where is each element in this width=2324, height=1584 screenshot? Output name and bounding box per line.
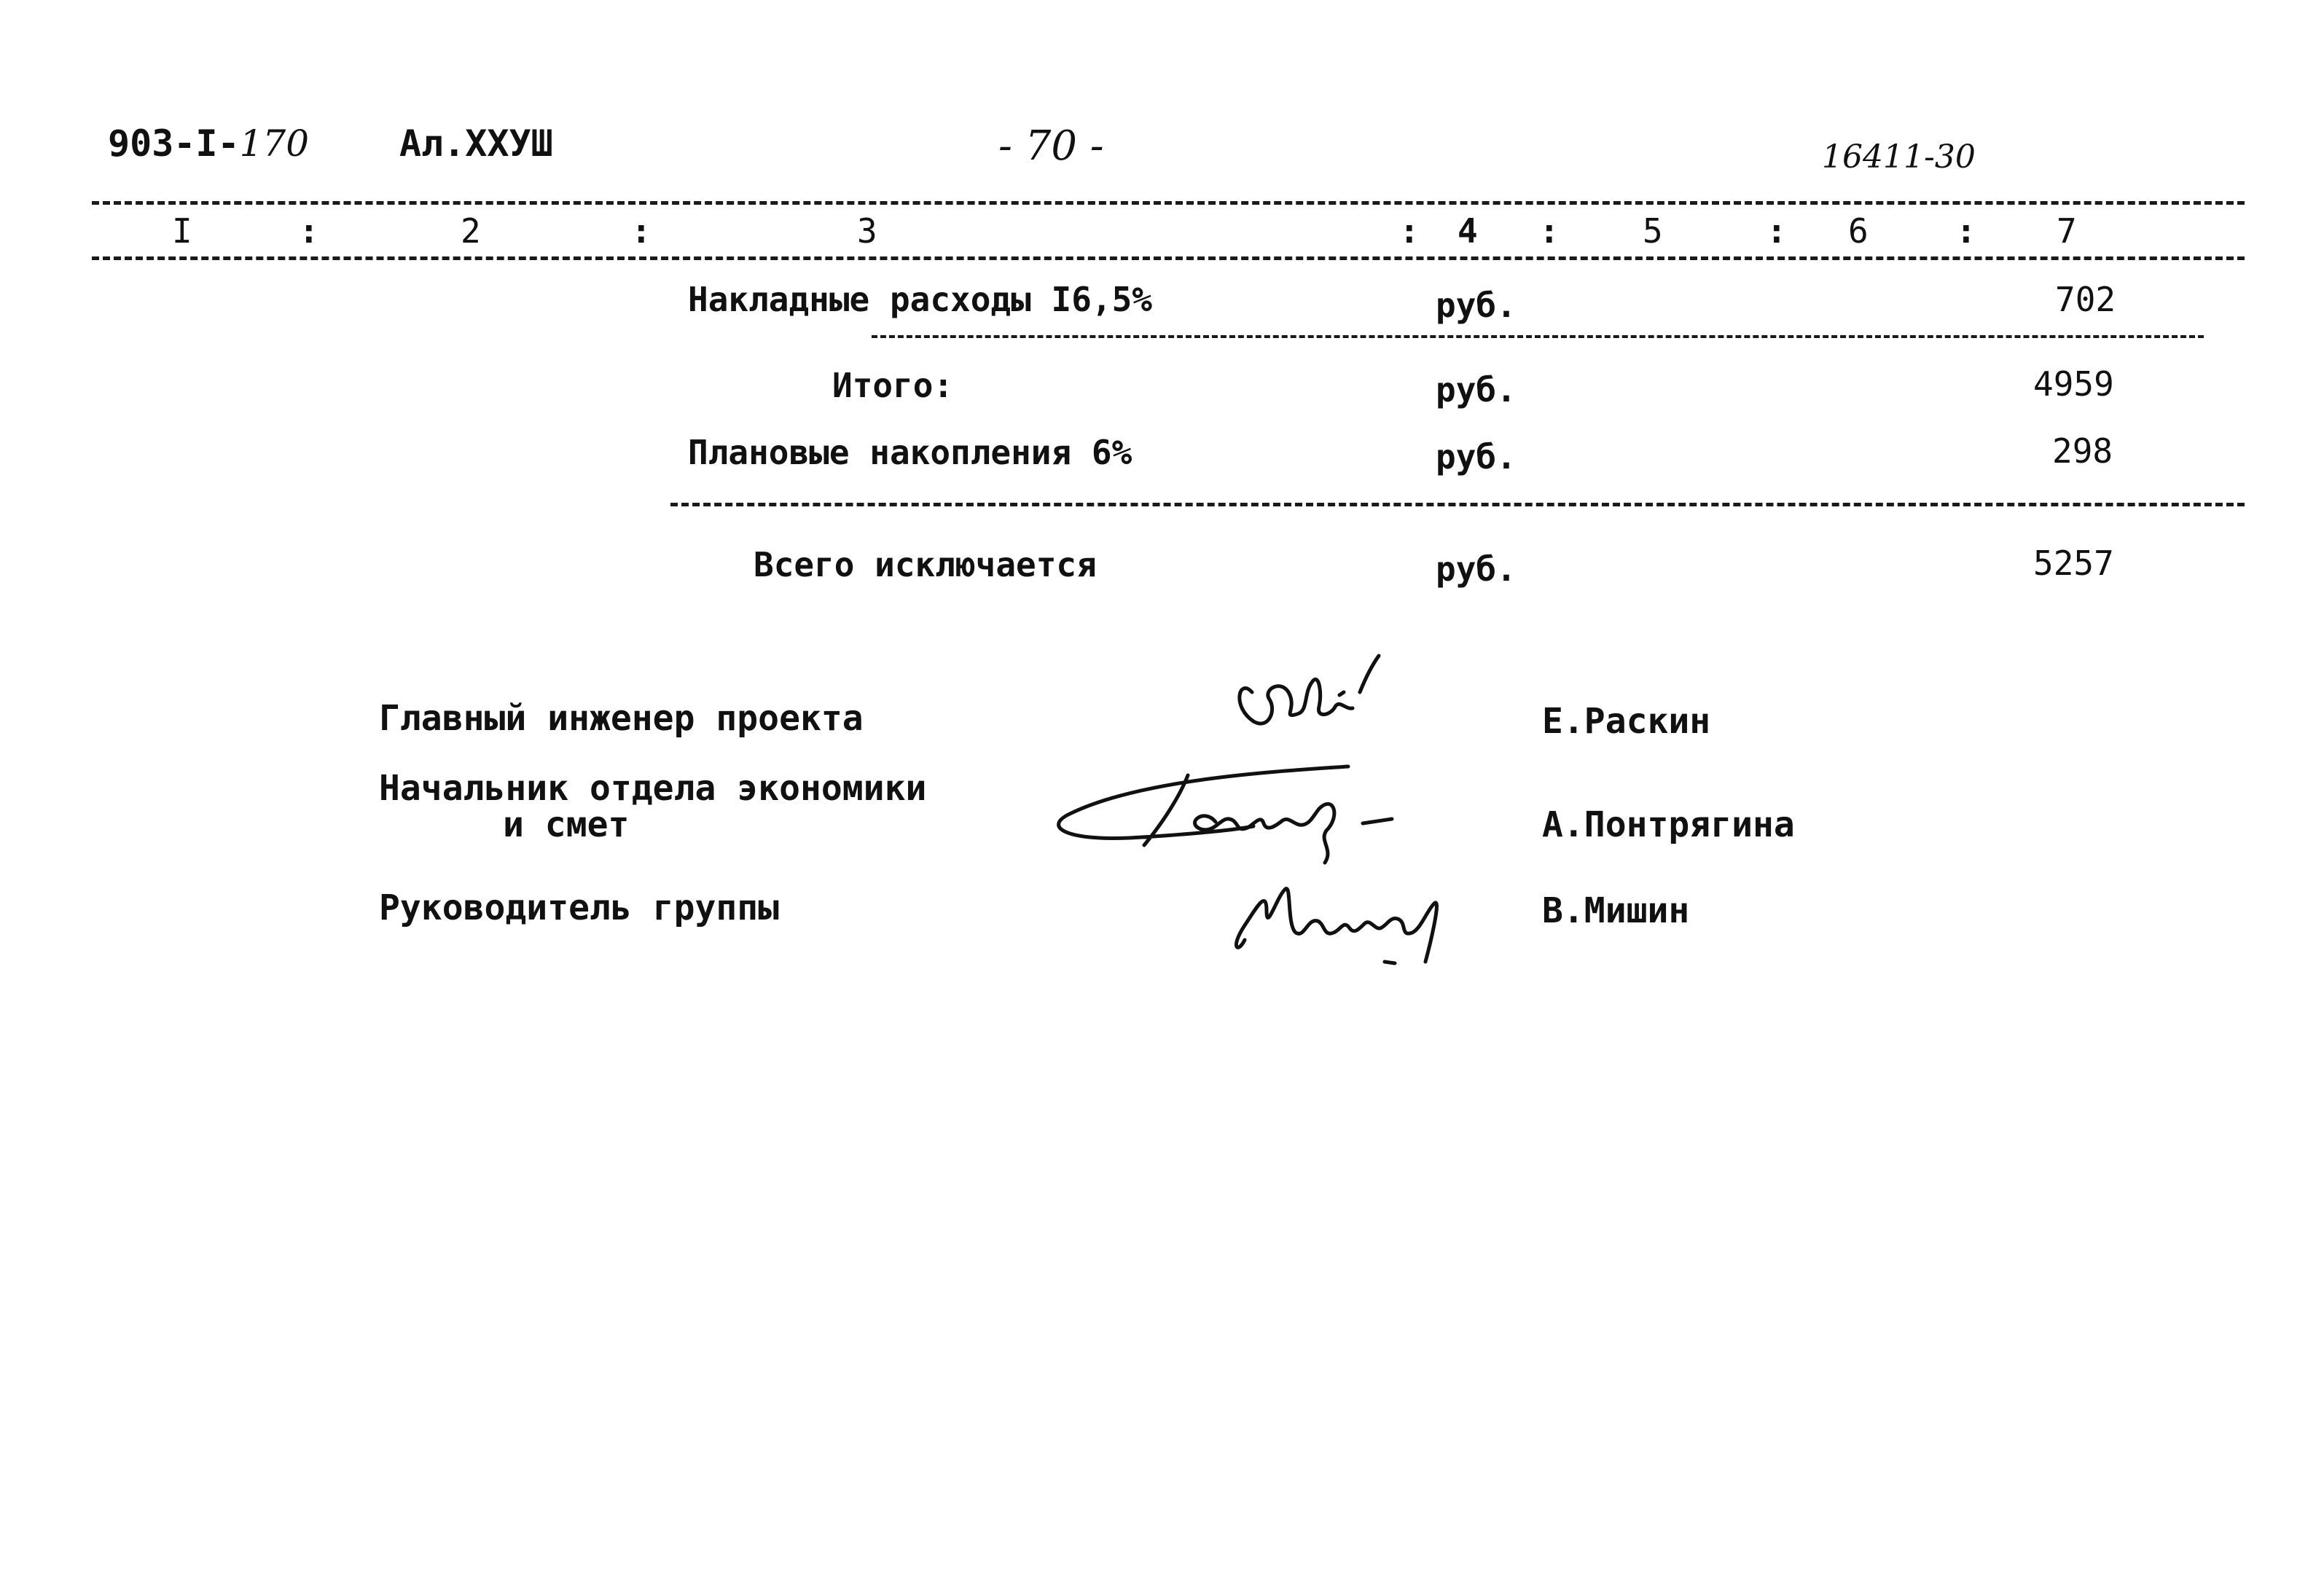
- row-unit: руб.: [1436, 549, 1517, 589]
- signatory-name: Е.Раскин: [1542, 701, 1711, 742]
- row-description: Плановые накопления 6%: [688, 433, 1132, 472]
- row-description: Итого:: [832, 366, 954, 405]
- document-code: [108, 122, 309, 165]
- column-header-2: 2: [461, 211, 481, 251]
- column-header-5: 5: [1643, 211, 1663, 251]
- column-header-6: 6: [1848, 211, 1869, 251]
- row-value: 298: [2052, 431, 2113, 471]
- column-header-3: 3: [857, 211, 877, 251]
- album-label: Ал.XXУШ: [399, 122, 553, 165]
- column-separator: :: [631, 211, 652, 251]
- table-top-rule: [92, 201, 2245, 205]
- signatory-title: Главный инженер проекта: [379, 698, 864, 739]
- signatory-title-line2: и смет: [503, 804, 630, 845]
- column-separator: :: [1539, 211, 1560, 251]
- column-separator: :: [1767, 211, 1787, 251]
- row-value: 702: [2055, 280, 2116, 319]
- row-separator-rule: [872, 335, 2204, 338]
- column-separator: :: [1399, 211, 1420, 251]
- signature-mishin: [1216, 867, 1463, 976]
- table-header-bottom-rule: [92, 256, 2245, 260]
- column-header-4: 4: [1458, 211, 1478, 251]
- row-unit: руб.: [1436, 437, 1517, 477]
- column-header-1: I: [172, 211, 192, 251]
- row-unit: руб.: [1436, 370, 1517, 409]
- page-number: - 70 -: [998, 122, 1104, 170]
- row-description: Всего исключается: [754, 545, 1097, 584]
- archive-number: 16411-30: [1822, 138, 1976, 176]
- signatory-title: Руководитель группы: [379, 887, 780, 928]
- signatory-title: Начальник отдела экономики: [379, 768, 927, 809]
- document-code-handwritten: 170: [239, 122, 310, 165]
- signatory-name: А.Понтрягина: [1542, 804, 1795, 845]
- total-separator-rule: [670, 503, 2245, 506]
- document-code-typed: 903-I-: [108, 122, 240, 165]
- column-separator: :: [1956, 211, 1976, 251]
- row-unit: руб.: [1436, 286, 1517, 325]
- signature-pontryagina: [1042, 750, 1479, 874]
- row-description: Накладные расходы I6,5%: [688, 280, 1152, 319]
- column-header-7: 7: [2057, 211, 2077, 251]
- column-separator: :: [299, 211, 319, 251]
- signatory-name: В.Мишин: [1542, 890, 1690, 931]
- signature-raskin: [1210, 648, 1399, 765]
- row-value: 4959: [2033, 364, 2114, 404]
- row-value: 5257: [2033, 544, 2114, 583]
